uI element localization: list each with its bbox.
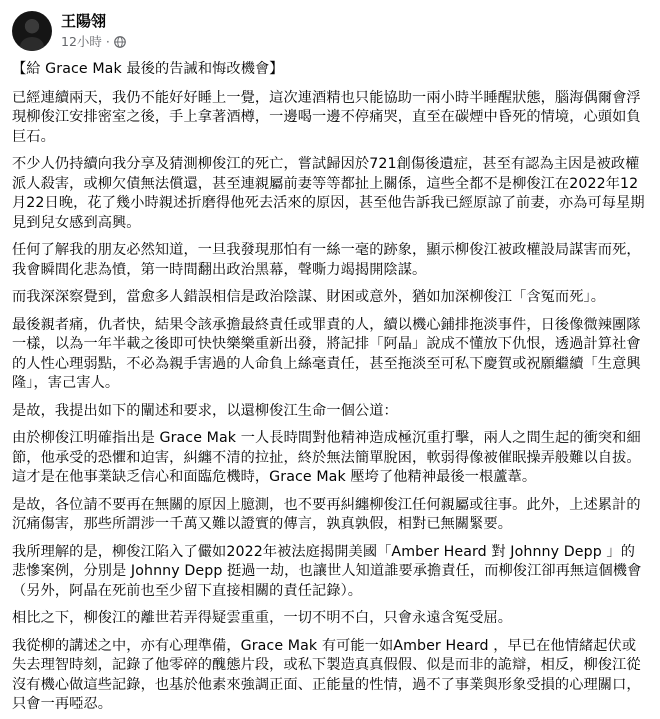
globe-icon[interactable] <box>114 36 126 48</box>
author-avatar[interactable] <box>12 11 52 51</box>
separator-dot: · <box>105 34 110 49</box>
post-paragraph: 任何了解我的朋友必然知道，一旦我發現那怕有一絲一毫的跡象，顯示柳俊江被政權設局謀害而死，我會瞬間化悲為憤，第一時間翻出政治黑幕，聲嘶力竭揭開陰謀。 <box>12 242 641 278</box>
post-paragraph: 我所理解的是，柳俊江陷入了儼如2022年被法庭揭開美國「Amber Heard 對 Johnny Depp 」的悲慘案例，分別是 Johnny Depp 挺過一劫，也讓世人知道誰要承擔責任，而柳俊江卻再無這個機會（另外，阿晶在死前也至少留下直接相關的責任記錄）。 <box>12 543 642 599</box>
author-name[interactable]: 王陽翎 <box>61 12 107 30</box>
post-paragraph: 由於柳俊江明確指出是 Grace Mak 一人長時間對他精神造成極沉重打擊，兩人之間生起的衝突和細節，他承受的恐懼和迫害，糾纏不清的拉扯，終於無法簡單脫困，軟弱得像被催眠操弄般難以自拔。這才是在他事業缺乏信心和面臨危機時，Grace Mak 壓垮了他精神最後一根蘆葦。 <box>12 430 641 485</box>
post-paragraph: 不少人仍持續向我分享及猜測柳俊江的死亡，嘗試歸因於721創傷後遺症，甚至有認為主因是被政權派人殺害，或柳欠債無法償還，甚至連親屬前妻等等都扯上關係，這些全都不是柳俊江在2022年12月22日晚，花了幾小時親述折磨得他死去活來的原因，甚至他告訴我已經原諒了前妻，亦為可每星期見到兒女感到高興。 <box>12 156 645 231</box>
post-paragraph: 是故，我提出如下的闡述和要求，以還柳俊江生命一個公道： <box>12 402 398 419</box>
post-paragraph: 已經連續兩天，我仍不能好好睡上一覺，這次連酒精也只能協助一兩小時半睡醒狀態，腦海偶爾會浮現柳俊江安排密室之後，手上拿著酒樽，一邊喝一邊不停痛哭，直至在碳煙中昏死的情境，心頭如負巨石。 <box>12 89 641 145</box>
post-paragraph: 相比之下，柳俊江的離世若弄得疑雲重重，一切不明不白，只會永遠含冤受屈。 <box>12 610 513 626</box>
post-body <box>12 60 646 715</box>
post-paragraph: 而我深深察覺到，當愈多人錯誤相信是政治陰謀、財困或意外，猶如加深柳俊江「含冤而死」。 <box>12 289 605 305</box>
post-header <box>12 10 646 52</box>
post-meta <box>61 12 126 50</box>
post-paragraph: 最後親者痛，仇者快，結果令該承擔最終責任或罪責的人，續以機心鋪排拖淡事件，日後像微辣團隊一樣，以為一年半載之後即可快快樂樂重新出發，將記排「阿晶」說成不懂放下仇恨，透過計算社會的人性心理弱點，不必為親手害過的人命負上絲毫責任，甚至拖淡至可私下慶賀或祝願繼續「生意興隆」，害己害人。 <box>12 316 641 391</box>
post-paragraph: 我從柳的講述之中，亦有心理準備，Grace Mak 有可能一如Amber Heard ，早已在他情緒起伏或失去理智時刻，記錄了他零碎的醜態片段，或私下製造真真假假、似是而非的詭辯，相反，柳俊江從沒有機心做這些記錄，也基於他素來強調正面、正能量的性情，過不了事業與形象受損的心理關口，只會一再啞忍。 <box>12 637 641 712</box>
post-paragraph: 是故，各位請不要再在無關的原因上臆測，也不要再糾纏柳俊江任何親屬或往事。此外，上述累計的沉痛傷害，那些所謂涉一千萬又難以證實的傳言，孰真孰假，相對已無關緊要。 <box>12 496 641 532</box>
post-title: 【給 Grace Mak 最後的告誡和悔改機會】 <box>12 61 284 77</box>
post-subline <box>61 33 126 50</box>
post-timestamp[interactable]: 12小時 <box>61 34 102 49</box>
